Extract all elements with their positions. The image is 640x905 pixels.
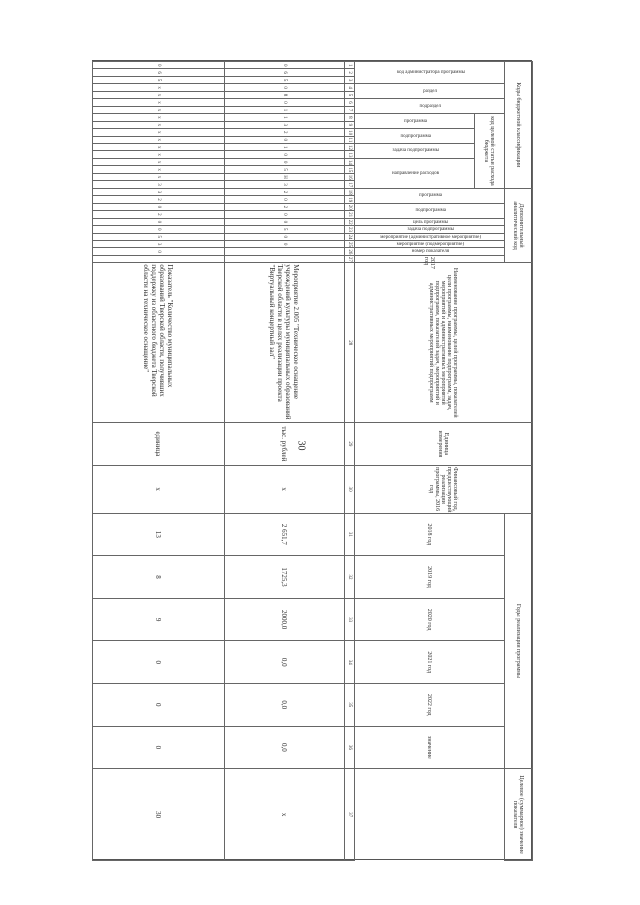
code-cell: х (93, 173, 225, 180)
page-number: 30 (295, 440, 307, 451)
code-cell: 1 (225, 106, 345, 113)
code-cell: х (93, 106, 225, 113)
col-num: 22 (345, 218, 355, 225)
year-2021-header: 2021 год (355, 641, 505, 684)
program-header: программа (355, 114, 475, 129)
code-cell: 0 (225, 211, 345, 218)
code-cell: 5 (93, 76, 225, 83)
code-cell: х (93, 121, 225, 128)
row-value-2018: 8 (93, 556, 225, 599)
unit-header: Единица измерения (355, 423, 533, 466)
code-cell: 0 (93, 62, 225, 69)
col-num: 1 (345, 62, 355, 69)
row-unit: тыс. рублей (225, 423, 345, 466)
col-num: 32 (345, 556, 355, 599)
program-table (92, 61, 533, 861)
code-cell: х (93, 136, 225, 143)
col-num: 26 (345, 248, 355, 255)
col-num: 23 (345, 226, 355, 233)
row-value-2019: 2000,0 (225, 598, 345, 641)
code-cell: 0 (225, 158, 345, 165)
col-num: 20 (345, 203, 355, 210)
col-num: 27 (345, 255, 355, 262)
code-cell: Н (225, 173, 345, 180)
code-cell: х (93, 151, 225, 158)
code-cell: 2 (225, 203, 345, 210)
code-cell: 0 (225, 62, 345, 69)
code-cell: 0 (225, 196, 345, 203)
col-num: 5 (345, 91, 355, 98)
col-num: 11 (345, 136, 355, 143)
col-num: 4 (345, 84, 355, 91)
row-base: х (225, 465, 345, 513)
column-numbers-row (345, 62, 355, 861)
col-num: 30 (345, 465, 355, 513)
code-cell: 5 (225, 76, 345, 83)
code-cell: 0 (225, 218, 345, 225)
table-row (93, 62, 225, 861)
code-cell: 3 (93, 188, 225, 195)
code-cell: х (93, 158, 225, 165)
code-cell: 1 (225, 114, 345, 121)
code-cell: х (93, 143, 225, 150)
code-cell: 6 (93, 69, 225, 76)
col-num: 6 (345, 99, 355, 106)
row-value-2021: 0 (93, 683, 225, 726)
row-target: х (225, 769, 345, 861)
col-num: 37 (345, 769, 355, 861)
code-cell: 3 (225, 181, 345, 189)
code-cell: 3 (93, 240, 225, 247)
code-cell: 3 (93, 181, 225, 189)
col-num: 10 (345, 129, 355, 136)
indicator-number-header: номер показателя (355, 248, 505, 255)
row-target: 30 (93, 769, 225, 861)
year-2022-header: 2022 год (355, 683, 505, 726)
code-cell: 8 (225, 91, 345, 98)
subsection-header: подраздел (355, 99, 505, 114)
code-cell: 0 (225, 233, 345, 240)
code-cell: 0 (93, 248, 225, 255)
code-cell: 0 (225, 99, 345, 106)
target-article-header: код целевой статьи расхода бюджета (475, 114, 505, 189)
code-cell: 0 (93, 226, 225, 233)
program-goal-header: цель программы (355, 218, 505, 225)
code-cell: 2 (93, 196, 225, 203)
code-cell (225, 248, 345, 255)
document-sheet (92, 60, 532, 860)
code-cell: 0 (225, 151, 345, 158)
row-value-2020: 0 (93, 641, 225, 684)
row-value-2020: 0,0 (225, 641, 345, 684)
col-num: 24 (345, 233, 355, 240)
value-header: значение (355, 726, 505, 769)
col-num: 14 (345, 158, 355, 165)
expense-direction-header: направление расходов (355, 158, 475, 188)
col-num: 18 (345, 188, 355, 195)
col-num: 28 (345, 263, 355, 423)
col-num: 17 (345, 181, 355, 189)
row-value-2022: 0,0 (225, 726, 345, 769)
col-num: 3 (345, 76, 355, 83)
code-cell: 3 (225, 121, 345, 128)
code-cell (225, 255, 345, 262)
col-num: 15 (345, 166, 355, 173)
table-row (225, 62, 345, 861)
base-year-header: Финансовый год, предшествующий реализации программы, 2016 год (355, 465, 533, 513)
task-subprogram-header: задача подпрограммы (355, 143, 475, 158)
add-subprogram-header: подпрограмма (355, 203, 505, 218)
code-cell (93, 255, 225, 262)
rotated-table-wrapper (93, 61, 533, 861)
admin-code-header: код администратора программы (355, 62, 505, 84)
subprogram-header: подпрограмма (355, 129, 475, 144)
subprogram-task-header: задача подпрограммы (355, 226, 505, 233)
col-num: 13 (345, 151, 355, 158)
code-cell: 0 (225, 136, 345, 143)
row-value-2017: 2 651,7 (225, 513, 345, 556)
row-name: Мероприятие 2.005 "Техническое оснащение учреждений культуры муниципальных образований Тверской области в целях реализации проекта "Виртуальный концертный зал" (225, 263, 345, 423)
code-cell: 6 (225, 69, 345, 76)
budget-classification-header: Коды бюджетной классификации (505, 62, 533, 189)
code-cell: 0 (93, 203, 225, 210)
add-program-header: программа (355, 188, 505, 203)
col-num: 36 (345, 726, 355, 769)
year-2019-header: 2019 год (355, 556, 505, 599)
col-num: 21 (345, 211, 355, 218)
additional-code-header: Дополнительный аналитический код (505, 188, 533, 263)
code-cell: 5 (225, 226, 345, 233)
year-2018-header: 2018 год (355, 513, 505, 556)
years-header: Годы реализации программы (505, 513, 533, 769)
row-value-2019: 9 (93, 598, 225, 641)
row-value-2021: 0,0 (225, 683, 345, 726)
col-num: 16 (345, 173, 355, 180)
code-cell: 2 (225, 129, 345, 136)
target-value-header: Целевое (суммарное) значение показателя (505, 769, 533, 861)
row-value-2022: 0 (93, 726, 225, 769)
col-num: 2 (345, 69, 355, 76)
code-cell: х (93, 129, 225, 136)
year-2017-header: 2017 год (355, 255, 505, 262)
col-num: 7 (345, 106, 355, 113)
col-num: 19 (345, 196, 355, 203)
row-value-2018: 1725,3 (225, 556, 345, 599)
col-num: 12 (345, 143, 355, 150)
year-2020-header: 2020 год (355, 598, 505, 641)
name-header: Наименование программы, целей программы, показателей цели программы, наименование подпрограмм, задач, мероприятий и административных мероприятий подпрограмм, показателей задач, мероприятий и административных мероприятий подпрограмм (355, 263, 533, 423)
row-unit: единица (93, 423, 225, 466)
row-value-2017: 13 (93, 513, 225, 556)
col-num: 9 (345, 121, 355, 128)
event-admin-header: мероприятие (административное мероприятие) (355, 233, 505, 240)
col-num: 31 (345, 513, 355, 556)
code-cell: 5 (225, 166, 345, 173)
code-cell: 0 (225, 84, 345, 91)
code-cell: х (93, 99, 225, 106)
col-num: 34 (345, 641, 355, 684)
code-cell: х (93, 91, 225, 98)
col-num: 8 (345, 114, 355, 121)
col-num: 29 (345, 423, 355, 466)
code-cell: 2 (93, 211, 225, 218)
col-num: 35 (345, 683, 355, 726)
code-cell: 0 (93, 218, 225, 225)
code-cell: 0 (225, 240, 345, 247)
row-name: Показатель "Количество муниципальных образований Тверской области, получивших поддержку из областного бюджета Тверской области на техническое оснащение" (93, 263, 225, 423)
code-cell: 2 (225, 188, 345, 195)
code-cell: х (93, 84, 225, 91)
event-sub-header: мероприятие (подмероприятие) (355, 240, 505, 247)
code-cell: х (93, 166, 225, 173)
code-cell: 1 (225, 143, 345, 150)
code-cell: 5 (93, 233, 225, 240)
code-cell: х (93, 114, 225, 121)
col-num: 33 (345, 598, 355, 641)
row-base: х (93, 465, 225, 513)
col-num: 25 (345, 240, 355, 247)
section-header: раздел (355, 84, 505, 99)
